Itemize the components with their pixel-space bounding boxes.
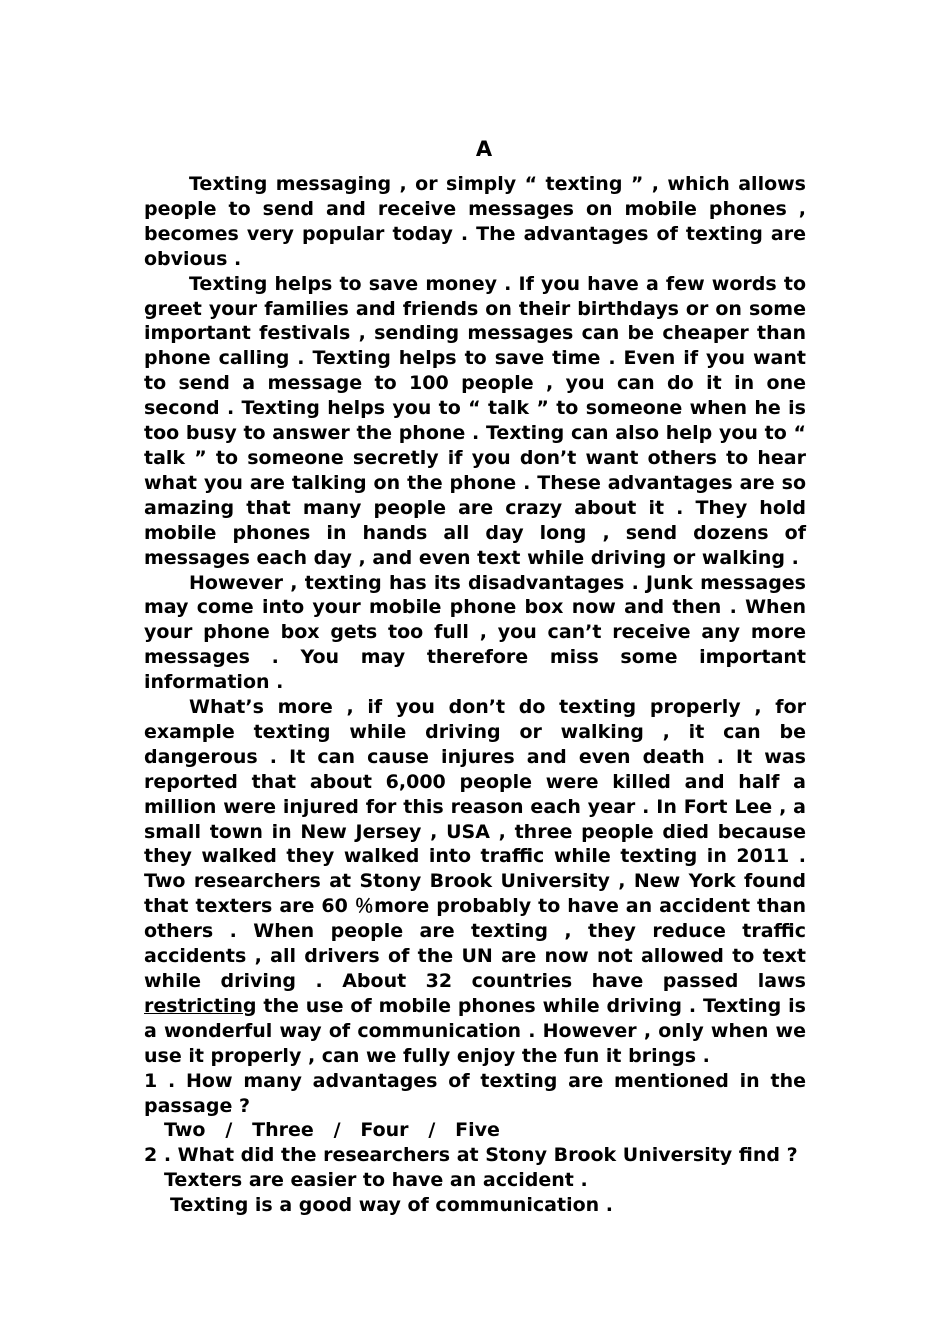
document-page [144,136,806,1218]
paragraph-disadvantages: However , texting has its disadvantages . Junk messages may come into your mobile phone box now and then . When your phone box gets too full , you can’t receive any more messages . You may therefore miss some important information . [144,571,806,694]
paragraph-advantages: Texting helps to save money . If you have a few words to greet your families and friends on their birthdays or on some important festivals , sending messages can be cheaper than phone calling . Texting helps to save time . Even if you want to send a message to 100 people , you can do it in one second . Texting helps you to “ talk ” to someone when he is too busy to answer the phone . Texting can also help you to “ talk ” to someone secretly if you don’t want others to hear what you are talking on the phone . These advantages are so amazing that many people are crazy about it . They hold mobile phones in hands all day long , send dozens of messages each day , and even text while driving or walking . [144,272,806,569]
paragraph-dangers-part1: What’s more , if you don’t do texting properly , for example texting while driving or walking , it can be dangerous . It can cause injures and even death . It was reported that about 6,000 people were killed and half a million were injured for this reason each year . In Fort Lee , a small town in New Jersey , USA , three people died because they walked they walked into traffic while texting in 2011 . Two researchers at Stony Brook University , New York found that texters are 60 ％more probably to have an accident than others . When people are texting , they reduce traffic accidents , all drivers of the UN are now not allowed to text while driving . About 32 countries have passed laws [144,696,806,992]
passage-title: A [475,137,493,161]
question-1-options: Two / Three / Four / Five [164,1119,500,1142]
paragraph-dangers [144,695,806,1069]
question-1: 1 . How many advantages of texting are mentioned in the passage ? [144,1069,806,1117]
paragraph-intro: Texting messaging , or simply “ texting ” , which allows people to send and receive messages on mobile phones , becomes very popular today . The advantages of texting are obvious . [144,173,806,270]
question-2-answer-1: Texters are easier to have an accident . [164,1169,588,1192]
underlined-word: restricting [144,994,257,1017]
paragraph-dangers-part2: the use of mobile phones while driving . Texting is a wonderful way of communication . However , only when we use it properly , can we fully enjoy the fun it brings . [144,994,806,1067]
question-2: 2 . What did the researchers at Stony Brook University find ? [144,1144,798,1167]
question-2-answer-2: Texting is a good way of communication . [170,1194,614,1217]
